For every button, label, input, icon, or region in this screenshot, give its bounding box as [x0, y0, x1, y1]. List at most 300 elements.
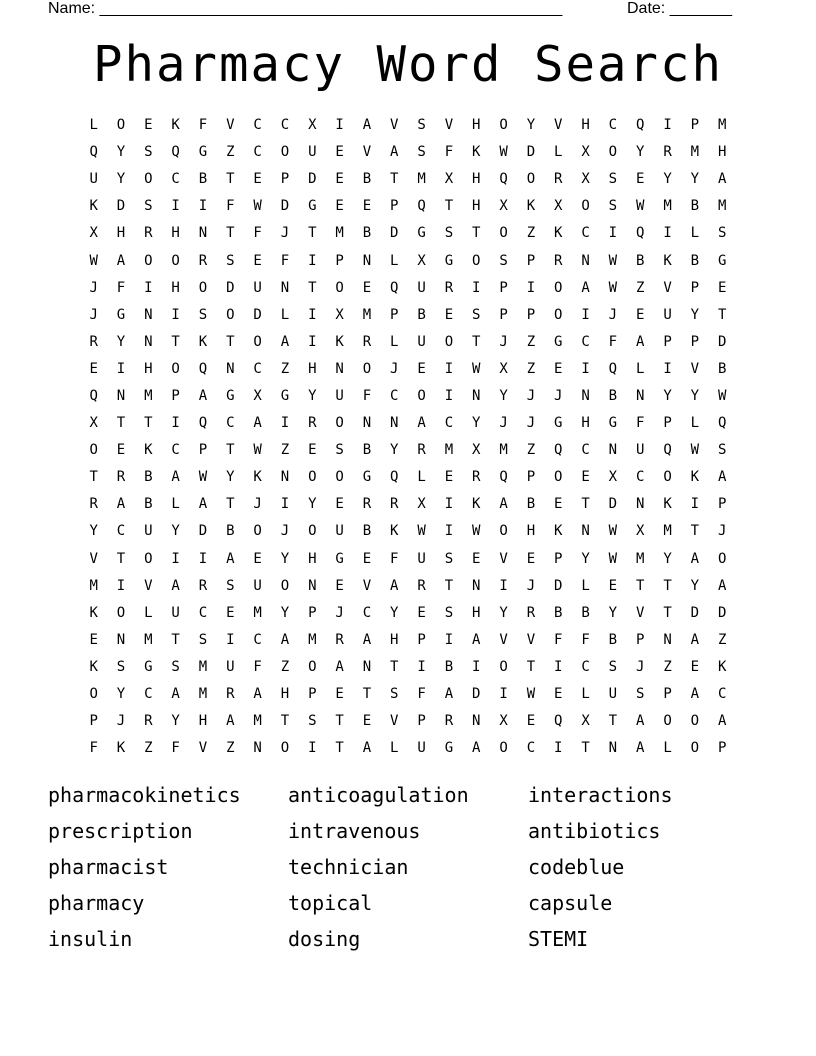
grid-letter[interactable]: N — [581, 387, 590, 404]
grid-letter[interactable]: C — [362, 604, 372, 621]
grid-letter[interactable]: F — [444, 144, 454, 161]
grid-letter[interactable]: B — [608, 387, 618, 404]
grid-letter[interactable]: P — [335, 252, 344, 269]
grid-letter[interactable]: I — [663, 360, 672, 377]
grid-letter[interactable]: J — [608, 306, 618, 323]
grid-letter[interactable]: W — [636, 198, 645, 215]
grid-letter[interactable]: V — [89, 550, 98, 567]
grid-letter[interactable]: A — [472, 631, 481, 648]
grid-letter[interactable]: N — [335, 360, 344, 377]
grid-letter[interactable]: S — [608, 171, 618, 188]
grid-letter[interactable]: B — [226, 523, 235, 540]
grid-letter[interactable]: E — [308, 442, 317, 459]
grid-letter[interactable]: E — [444, 306, 454, 323]
grid-letter[interactable]: H — [390, 631, 399, 648]
grid-letter[interactable]: Q — [636, 117, 645, 134]
grid-letter[interactable]: G — [335, 550, 344, 567]
grid-letter[interactable]: Q — [499, 171, 508, 188]
grid-letter[interactable]: E — [636, 306, 645, 323]
grid-letter[interactable]: Y — [116, 171, 126, 188]
grid-letter[interactable]: I — [198, 550, 208, 567]
grid-letter[interactable]: M — [444, 442, 454, 459]
grid-letter[interactable]: K — [472, 496, 481, 513]
grid-letter[interactable]: I — [526, 279, 536, 296]
grid-letter[interactable]: H — [144, 360, 153, 377]
grid-letter[interactable]: V — [554, 117, 563, 134]
grid-letter[interactable]: F — [198, 117, 208, 134]
grid-letter[interactable]: J — [335, 604, 344, 621]
grid-letter[interactable]: Q — [554, 713, 563, 730]
grid-letter[interactable]: Y — [499, 387, 508, 404]
grid-letter[interactable]: O — [663, 469, 672, 486]
grid-letter[interactable]: Y — [280, 604, 290, 621]
grid-letter[interactable]: Q — [663, 442, 672, 459]
grid-letter[interactable]: Q — [198, 415, 208, 432]
grid-letter[interactable]: N — [636, 387, 645, 404]
grid-letter[interactable]: X — [581, 144, 590, 161]
grid-letter[interactable]: E — [444, 469, 454, 486]
grid-letter[interactable]: Q — [717, 415, 727, 432]
grid-letter[interactable]: M — [663, 198, 672, 215]
grid-letter[interactable]: Z — [636, 279, 645, 296]
grid-letter[interactable]: C — [198, 604, 208, 621]
grid-letter[interactable]: O — [499, 117, 508, 134]
grid-letter[interactable]: S — [444, 550, 454, 567]
grid-letter[interactable]: L — [417, 469, 426, 486]
grid-letter[interactable]: Q — [171, 144, 180, 161]
grid-letter[interactable]: O — [308, 469, 317, 486]
grid-letter[interactable]: P — [717, 740, 727, 757]
grid-letter[interactable]: S — [717, 225, 727, 242]
grid-letter[interactable]: A — [171, 577, 180, 594]
grid-letter[interactable]: S — [636, 686, 645, 703]
grid-letter[interactable]: B — [636, 252, 645, 269]
grid-letter[interactable]: A — [198, 496, 208, 513]
grid-letter[interactable]: X — [581, 171, 590, 188]
grid-letter[interactable]: B — [690, 252, 700, 269]
grid-letter[interactable]: J — [554, 387, 563, 404]
grid-letter[interactable]: I — [608, 225, 618, 242]
grid-letter[interactable]: N — [472, 577, 481, 594]
grid-letter[interactable]: I — [444, 631, 454, 648]
grid-letter[interactable]: T — [226, 171, 235, 188]
grid-letter[interactable]: E — [89, 631, 98, 648]
grid-letter[interactable]: U — [89, 171, 98, 188]
grid-letter[interactable]: E — [417, 360, 426, 377]
grid-letter[interactable]: O — [280, 144, 290, 161]
grid-letter[interactable]: O — [554, 469, 563, 486]
grid-letter[interactable]: E — [417, 604, 426, 621]
grid-letter[interactable]: E — [335, 577, 344, 594]
grid-letter[interactable]: N — [116, 631, 126, 648]
grid-letter[interactable]: Y — [390, 604, 399, 621]
grid-letter[interactable]: N — [390, 415, 399, 432]
grid-letter[interactable]: A — [226, 713, 235, 730]
grid-letter[interactable]: I — [554, 658, 563, 675]
grid-letter[interactable]: M — [636, 550, 645, 567]
grid-letter[interactable]: T — [390, 171, 399, 188]
grid-letter[interactable]: U — [171, 604, 180, 621]
grid-letter[interactable]: Y — [581, 550, 590, 567]
grid-letter[interactable]: E — [335, 198, 344, 215]
grid-letter[interactable]: J — [390, 360, 399, 377]
grid-letter[interactable]: J — [636, 658, 645, 675]
grid-letter[interactable]: O — [690, 740, 700, 757]
grid-letter[interactable]: K — [198, 333, 208, 350]
grid-letter[interactable]: T — [335, 740, 344, 757]
grid-letter[interactable]: G — [280, 387, 290, 404]
grid-letter[interactable]: P — [526, 469, 536, 486]
grid-letter[interactable]: F — [253, 225, 262, 242]
grid-letter[interactable]: O — [362, 360, 372, 377]
grid-letter[interactable]: I — [308, 306, 317, 323]
grid-letter[interactable]: O — [226, 306, 235, 323]
grid-letter[interactable]: U — [417, 740, 426, 757]
grid-letter[interactable]: T — [636, 577, 645, 594]
grid-letter[interactable]: O — [198, 279, 208, 296]
grid-letter[interactable]: I — [663, 117, 672, 134]
grid-letter[interactable]: I — [499, 686, 508, 703]
grid-letter[interactable]: O — [417, 387, 426, 404]
grid-letter[interactable]: S — [417, 117, 426, 134]
grid-letter[interactable]: F — [253, 658, 262, 675]
grid-letter[interactable]: G — [198, 144, 208, 161]
grid-letter[interactable]: Q — [198, 360, 208, 377]
grid-letter[interactable]: T — [308, 225, 317, 242]
grid-letter[interactable]: M — [335, 225, 344, 242]
grid-letter[interactable]: Y — [663, 171, 672, 188]
grid-letter[interactable]: R — [226, 686, 235, 703]
grid-letter[interactable]: Z — [144, 740, 153, 757]
grid-letter[interactable]: H — [472, 604, 481, 621]
grid-letter[interactable]: X — [89, 225, 98, 242]
grid-letter[interactable]: S — [308, 713, 317, 730]
grid-letter[interactable]: A — [717, 577, 727, 594]
grid-letter[interactable]: A — [636, 740, 645, 757]
grid-letter[interactable]: L — [89, 117, 98, 134]
grid-letter[interactable]: U — [417, 279, 426, 296]
grid-letter[interactable]: Z — [526, 225, 536, 242]
grid-letter[interactable]: R — [362, 496, 372, 513]
grid-letter[interactable]: F — [581, 631, 590, 648]
grid-letter[interactable]: B — [362, 523, 372, 540]
grid-letter[interactable]: G — [717, 252, 727, 269]
grid-letter[interactable]: N — [253, 740, 262, 757]
grid-letter[interactable]: L — [390, 333, 399, 350]
grid-letter[interactable]: R — [362, 333, 372, 350]
grid-letter[interactable]: O — [499, 225, 508, 242]
grid-letter[interactable]: M — [144, 631, 153, 648]
grid-letter[interactable]: R — [554, 171, 563, 188]
grid-letter[interactable]: M — [253, 713, 262, 730]
grid-letter[interactable]: Q — [390, 279, 399, 296]
grid-letter[interactable]: I — [499, 577, 508, 594]
grid-letter[interactable]: A — [116, 252, 126, 269]
grid-letter[interactable]: S — [144, 144, 153, 161]
grid-letter[interactable]: E — [89, 360, 98, 377]
grid-letter[interactable]: V — [390, 713, 399, 730]
grid-letter[interactable]: W — [608, 523, 618, 540]
grid-letter[interactable]: J — [116, 713, 126, 730]
grid-letter[interactable]: B — [690, 198, 700, 215]
grid-letter[interactable]: R — [308, 415, 317, 432]
grid-letter[interactable]: T — [89, 469, 98, 486]
grid-letter[interactable]: J — [717, 523, 727, 540]
grid-letter[interactable]: H — [581, 117, 590, 134]
grid-letter[interactable]: Y — [280, 550, 290, 567]
grid-letter[interactable]: Z — [280, 442, 290, 459]
grid-letter[interactable]: E — [335, 144, 344, 161]
grid-letter[interactable]: G — [554, 333, 563, 350]
grid-letter[interactable]: P — [390, 306, 399, 323]
grid-letter[interactable]: S — [198, 306, 208, 323]
grid-letter[interactable]: S — [717, 442, 727, 459]
grid-letter[interactable]: B — [362, 225, 372, 242]
grid-letter[interactable]: M — [362, 306, 372, 323]
grid-letter[interactable]: T — [280, 713, 290, 730]
grid-letter[interactable]: K — [89, 198, 98, 215]
grid-letter[interactable]: P — [280, 171, 290, 188]
grid-letter[interactable]: H — [198, 713, 208, 730]
grid-letter[interactable]: U — [253, 577, 262, 594]
grid-letter[interactable]: Q — [390, 469, 399, 486]
grid-letter[interactable]: O — [89, 442, 98, 459]
grid-letter[interactable]: P — [526, 252, 536, 269]
grid-letter[interactable]: K — [554, 523, 563, 540]
grid-letter[interactable]: P — [663, 333, 672, 350]
grid-letter[interactable]: F — [390, 550, 399, 567]
grid-letter[interactable]: E — [362, 713, 372, 730]
grid-letter[interactable]: K — [116, 740, 126, 757]
grid-letter[interactable]: D — [717, 604, 727, 621]
grid-letter[interactable]: K — [253, 469, 262, 486]
grid-letter[interactable]: X — [335, 306, 344, 323]
grid-letter[interactable]: J — [253, 496, 262, 513]
grid-letter[interactable]: O — [171, 252, 180, 269]
grid-letter[interactable]: O — [280, 740, 290, 757]
grid-letter[interactable]: V — [144, 577, 153, 594]
grid-letter[interactable]: J — [280, 225, 290, 242]
grid-letter[interactable]: V — [499, 550, 508, 567]
grid-letter[interactable]: A — [690, 631, 700, 648]
grid-letter[interactable]: E — [253, 252, 262, 269]
grid-letter[interactable]: C — [581, 225, 590, 242]
grid-letter[interactable]: A — [253, 415, 262, 432]
grid-letter[interactable]: H — [526, 523, 536, 540]
grid-letter[interactable]: A — [690, 550, 700, 567]
grid-letter[interactable]: X — [499, 198, 508, 215]
grid-letter[interactable]: C — [636, 469, 645, 486]
grid-letter[interactable]: K — [335, 333, 344, 350]
grid-letter[interactable]: S — [417, 144, 426, 161]
grid-letter[interactable]: V — [526, 631, 536, 648]
grid-letter[interactable]: I — [444, 496, 454, 513]
grid-letter[interactable]: T — [390, 658, 399, 675]
grid-letter[interactable]: K — [554, 225, 563, 242]
grid-letter[interactable]: S — [444, 225, 454, 242]
grid-letter[interactable]: S — [608, 658, 618, 675]
grid-letter[interactable]: A — [690, 686, 700, 703]
grid-letter[interactable]: T — [663, 604, 672, 621]
grid-letter[interactable]: W — [253, 442, 262, 459]
grid-letter[interactable]: Y — [308, 387, 317, 404]
grid-letter[interactable]: T — [226, 333, 235, 350]
grid-letter[interactable]: E — [526, 550, 536, 567]
grid-letter[interactable]: V — [636, 604, 645, 621]
grid-letter[interactable]: R — [89, 496, 98, 513]
grid-letter[interactable]: Z — [280, 658, 290, 675]
grid-letter[interactable]: A — [390, 577, 399, 594]
grid-letter[interactable]: Z — [717, 631, 727, 648]
grid-letter[interactable]: U — [663, 306, 672, 323]
grid-letter[interactable]: S — [444, 604, 454, 621]
grid-letter[interactable]: P — [690, 117, 700, 134]
grid-letter[interactable]: Y — [390, 442, 399, 459]
grid-letter[interactable]: P — [417, 713, 426, 730]
grid-letter[interactable]: X — [581, 713, 590, 730]
grid-letter[interactable]: I — [171, 550, 180, 567]
grid-letter[interactable]: T — [171, 333, 180, 350]
grid-letter[interactable]: H — [581, 415, 590, 432]
grid-letter[interactable]: N — [608, 740, 618, 757]
grid-letter[interactable]: I — [171, 306, 180, 323]
grid-letter[interactable]: W — [89, 252, 98, 269]
grid-letter[interactable]: M — [144, 387, 153, 404]
grid-letter[interactable]: C — [280, 117, 290, 134]
grid-letter[interactable]: N — [362, 658, 372, 675]
grid-letter[interactable]: R — [89, 333, 98, 350]
grid-letter[interactable]: O — [717, 550, 727, 567]
grid-letter[interactable]: D — [717, 333, 727, 350]
grid-letter[interactable]: V — [198, 740, 208, 757]
grid-letter[interactable]: I — [308, 740, 317, 757]
grid-letter[interactable]: N — [581, 523, 590, 540]
grid-letter[interactable]: U — [636, 442, 645, 459]
grid-letter[interactable]: E — [554, 686, 563, 703]
grid-letter[interactable]: O — [554, 306, 563, 323]
grid-letter[interactable]: E — [253, 550, 262, 567]
grid-letter[interactable]: X — [554, 198, 563, 215]
grid-letter[interactable]: H — [171, 225, 180, 242]
grid-letter[interactable]: N — [636, 496, 645, 513]
grid-letter[interactable]: F — [116, 279, 126, 296]
grid-letter[interactable]: O — [444, 333, 454, 350]
grid-letter[interactable]: D — [198, 523, 208, 540]
grid-letter[interactable]: O — [335, 279, 344, 296]
grid-letter[interactable]: V — [444, 117, 454, 134]
grid-letter[interactable]: B — [554, 604, 563, 621]
grid-letter[interactable]: V — [690, 360, 700, 377]
grid-letter[interactable]: W — [417, 523, 426, 540]
grid-letter[interactable]: Y — [116, 333, 126, 350]
grid-letter[interactable]: O — [690, 713, 700, 730]
grid-letter[interactable]: N — [608, 442, 618, 459]
grid-letter[interactable]: P — [663, 686, 672, 703]
grid-letter[interactable]: R — [444, 713, 454, 730]
grid-letter[interactable]: E — [335, 171, 344, 188]
grid-letter[interactable]: T — [717, 306, 727, 323]
grid-letter[interactable]: P — [690, 279, 700, 296]
grid-letter[interactable]: E — [636, 171, 645, 188]
grid-letter[interactable]: P — [554, 550, 563, 567]
grid-letter[interactable]: D — [526, 144, 536, 161]
grid-letter[interactable]: C — [171, 442, 180, 459]
grid-letter[interactable]: T — [663, 577, 672, 594]
grid-letter[interactable]: N — [144, 306, 153, 323]
grid-letter[interactable]: R — [144, 713, 153, 730]
grid-letter[interactable]: I — [308, 333, 317, 350]
grid-letter[interactable]: N — [280, 469, 290, 486]
grid-letter[interactable]: W — [690, 442, 700, 459]
grid-letter[interactable]: X — [608, 469, 618, 486]
grid-letter[interactable]: E — [472, 550, 481, 567]
grid-letter[interactable]: S — [144, 198, 153, 215]
grid-letter[interactable]: U — [335, 523, 344, 540]
grid-letter[interactable]: O — [308, 658, 317, 675]
grid-letter[interactable]: L — [280, 306, 290, 323]
grid-letter[interactable]: G — [116, 306, 126, 323]
grid-letter[interactable]: C — [226, 415, 235, 432]
grid-letter[interactable]: X — [636, 523, 645, 540]
grid-letter[interactable]: I — [280, 415, 290, 432]
grid-letter[interactable]: Q — [636, 225, 645, 242]
grid-letter[interactable]: V — [390, 117, 399, 134]
grid-letter[interactable]: B — [362, 442, 372, 459]
grid-letter[interactable]: A — [253, 686, 262, 703]
grid-letter[interactable]: O — [499, 523, 508, 540]
grid-letter[interactable]: B — [198, 171, 208, 188]
grid-letter[interactable]: R — [116, 469, 126, 486]
grid-letter[interactable]: U — [253, 279, 262, 296]
grid-letter[interactable]: O — [144, 171, 153, 188]
grid-letter[interactable]: S — [116, 658, 126, 675]
grid-letter[interactable]: I — [171, 415, 180, 432]
grid-letter[interactable]: C — [253, 360, 262, 377]
grid-letter[interactable]: Z — [226, 740, 235, 757]
grid-letter[interactable]: E — [717, 279, 727, 296]
grid-letter[interactable]: K — [89, 658, 98, 675]
grid-letter[interactable]: L — [390, 252, 399, 269]
grid-letter[interactable]: D — [308, 171, 317, 188]
grid-letter[interactable]: C — [581, 658, 590, 675]
grid-letter[interactable]: G — [362, 469, 372, 486]
grid-letter[interactable]: R — [390, 496, 399, 513]
grid-letter[interactable]: P — [499, 279, 508, 296]
grid-letter[interactable]: T — [116, 550, 126, 567]
grid-letter[interactable]: S — [171, 658, 180, 675]
grid-letter[interactable]: E — [690, 658, 700, 675]
grid-letter[interactable]: W — [198, 469, 208, 486]
grid-letter[interactable]: L — [636, 360, 645, 377]
grid-letter[interactable]: H — [472, 117, 481, 134]
grid-letter[interactable]: Z — [526, 333, 536, 350]
grid-letter[interactable]: Z — [663, 658, 672, 675]
grid-letter[interactable]: T — [444, 577, 454, 594]
grid-letter[interactable]: L — [690, 225, 700, 242]
grid-letter[interactable]: T — [526, 658, 536, 675]
grid-letter[interactable]: F — [554, 631, 563, 648]
grid-letter[interactable]: A — [362, 117, 372, 134]
grid-letter[interactable]: C — [171, 171, 180, 188]
grid-letter[interactable]: R — [417, 442, 426, 459]
grid-letter[interactable]: M — [253, 604, 262, 621]
grid-letter[interactable]: I — [444, 360, 454, 377]
grid-letter[interactable]: D — [390, 225, 399, 242]
grid-letter[interactable]: T — [608, 713, 618, 730]
grid-letter[interactable]: O — [144, 252, 153, 269]
grid-letter[interactable]: G — [144, 658, 153, 675]
grid-letter[interactable]: J — [526, 577, 536, 594]
